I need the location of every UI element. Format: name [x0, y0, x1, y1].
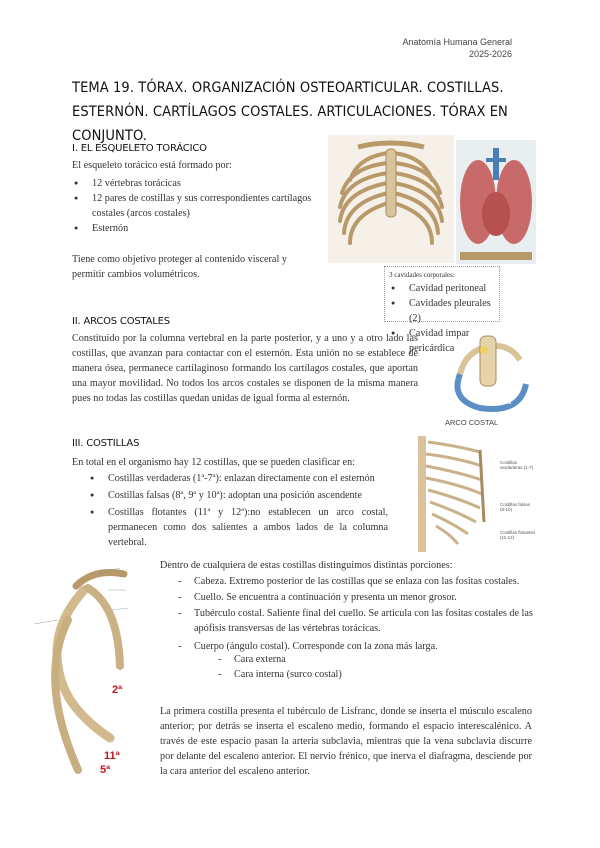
- list-item: - Cabeza. Extremo posterior de las costillas que se enlaza con las fositas costales.: [174, 574, 534, 589]
- rib-label-5: 5ª: [100, 764, 111, 776]
- page-title: TEMA 19. TÓRAX. ORGANIZACIÓN OSTEOARTICULAR. COSTILLAS. ESTERNÓN. CARTÍLAGOS COSTALES. ARTICULACIONES. TÓRAX EN CONJUNTO.: [72, 80, 508, 144]
- thorax-viscera-figure: [456, 140, 536, 264]
- list-item: ● Costillas falsas (8ª, 9ª y 10ª): adoptan una posición ascendente: [88, 488, 388, 503]
- list-item: - Cara interna (surco costal): [214, 667, 414, 682]
- academic-year: 2025-2026: [468, 49, 512, 59]
- svg-text:b: b: [462, 388, 466, 394]
- lateral-ribcage-figure: [418, 432, 536, 556]
- rib-portions-list: [174, 574, 534, 654]
- document-header: [402, 36, 512, 60]
- body-cavities-box: [384, 266, 500, 354]
- list-item: - Tubérculo costal. Saliente final del cuello. Se articula con las fositas costales de las apófisis transversas de las vértebras torácicas.: [174, 606, 534, 636]
- list-item: - Cara externa: [214, 652, 414, 667]
- section-1-intro: El esqueleto torácico está formado por:: [72, 160, 232, 171]
- course-name: Anatomía Humana General: [402, 37, 512, 47]
- list-item: ● Costillas flotantes (11ª y 12ª):no establecen un arco costal, permanecen como dos salientes a ambos lados de la columna vertebral.: [88, 505, 388, 550]
- section-2-heading: II. ARCOS COSTALES: [72, 316, 170, 327]
- section-3-heading: III. COSTILLAS: [72, 438, 140, 449]
- list-item: - Cuerpo (ángulo costal). Corresponde con la zona más larga.: [174, 639, 534, 654]
- costal-arch-figure: [440, 330, 535, 425]
- svg-text:d: d: [508, 400, 512, 406]
- ribs-illustration: [28, 560, 156, 780]
- floating-ribs-label: Costillas flotantes (11-12): [500, 530, 536, 540]
- list-item: ● 12 vértebras torácicas: [72, 176, 320, 191]
- skeleton-components-list: [72, 176, 320, 236]
- first-rib-paragraph: La primera costilla presenta el tubérculo de Lisfranc, donde se inserta el músculo escaleno anterior; por detrás se inserta el escaleno medio, formando el espacio interescalénico. A través de este espacio pasan la arteria subclavia, mientras que la vena subclavia discurre por delante del escaleno anterior. El nervio frénico, que inerva el diafragma, desciende por la cara anterior del escaleno anterior.: [160, 706, 532, 777]
- list-item: ● Cavidad impar pericárdica: [389, 326, 495, 356]
- costal-arch-caption: ARCO COSTAL: [445, 418, 499, 427]
- ribcage-figure: [328, 135, 454, 263]
- rib-types-list: [88, 471, 388, 550]
- list-item: ● Esternón: [72, 221, 320, 236]
- cavities-title: 3 cavidades corporales:: [389, 271, 455, 279]
- rib-label-2: 2ª: [112, 684, 123, 696]
- rib-faces-list: [214, 652, 414, 682]
- section-1-objective: Tiene como objetivo proteger al contenido visceral y permitir cambios volumétricos.: [72, 254, 287, 280]
- viscera-illustration: [456, 140, 536, 264]
- list-item: ● 12 pares de costillas y sus correspondientes cartílagos costales (arcos costales): [72, 191, 320, 221]
- section-2-text: Constituido por la columna vertebral en la parte posterior, y a uno y a otro lado las costillas, que avanzan para contactar con el esternón. Esta unión no se establece de manera ósea, permanece cartilaginoso formando los cartílagos costales, que aportan una mayor movilidad. No todos los arcos costales se disponen de la misma manera pues no todas las costillas quedan unidas de igual forma al esternón.: [72, 333, 418, 404]
- costal-arch-illustration: [440, 330, 535, 418]
- list-item: ● Cavidades pleurales (2): [389, 296, 495, 326]
- true-ribs-label: Costillas verdaderas (1-7): [500, 460, 534, 470]
- list-item: ● Costillas verdaderas (1ª-7ª): enlazan directamente con el esternón: [88, 471, 388, 486]
- list-item: - Cuello. Se encuentra a continuación y presenta un menor grosor.: [174, 590, 534, 605]
- list-item: ● Cavidad peritoneal: [389, 281, 495, 296]
- ribs-figure: [28, 560, 156, 780]
- false-ribs-label: Costillas falsas (8-10): [500, 502, 531, 512]
- section-3-intro: En total en el organismo hay 12 costillas, que se pueden clasificar en:: [72, 457, 355, 468]
- rib-label-11: 11ª: [104, 750, 120, 762]
- portions-intro: Dentro de cualquiera de estas costillas distinguimos distintas porciones:: [160, 560, 453, 571]
- section-1-heading: I. EL ESQUELETO TORÁCICO: [72, 143, 207, 154]
- ribcage-illustration: [328, 135, 454, 263]
